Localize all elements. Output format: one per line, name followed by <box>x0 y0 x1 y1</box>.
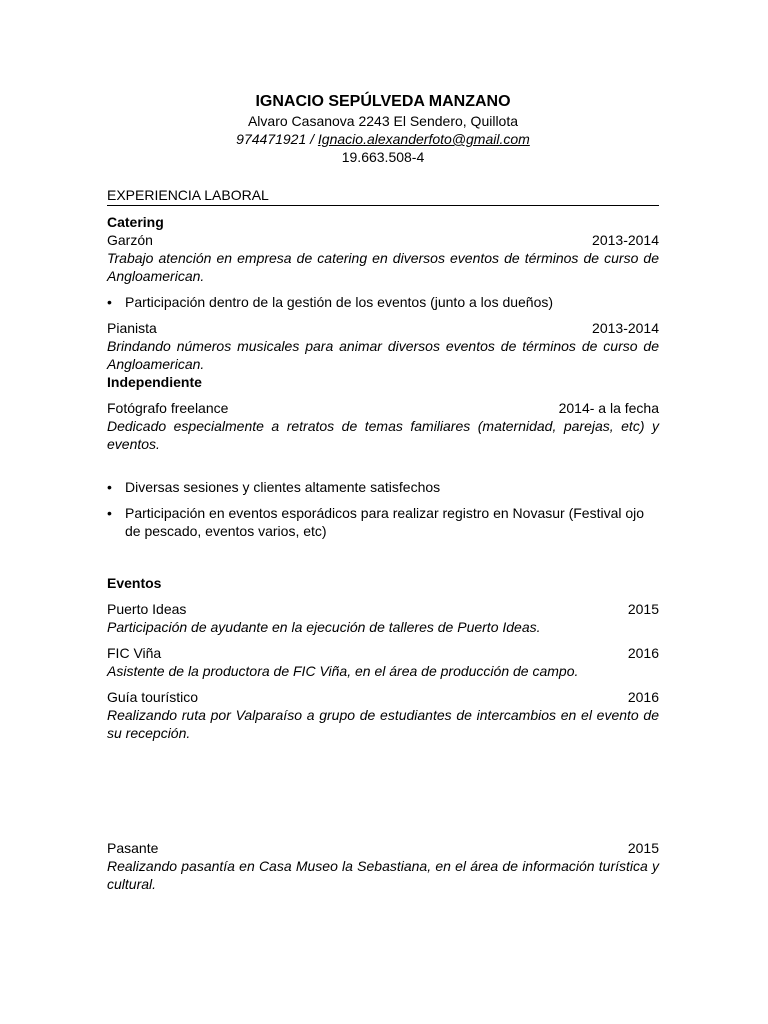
job-date: 2015 <box>627 840 659 856</box>
section-title-experiencia: EXPERIENCIA LABORAL <box>107 186 659 206</box>
candidate-address: Alvaro Casanova 2243 El Sendero, Quillota <box>247 113 519 129</box>
group-independiente <box>107 373 659 540</box>
job-role: Pasante <box>107 840 159 856</box>
group-eventos <box>107 574 659 742</box>
bullet-item: • Participación en eventos esporádicos para realizar registro en Novasur (Festival ojo de pescado, eventos varios, etc) <box>107 504 659 540</box>
candidate-name: IGNACIO SEPÚLVEDA MANZANO <box>255 93 511 110</box>
bullet-item: • Diversas sesiones y clientes altamente satisfechos <box>107 478 659 496</box>
event-description: Realizando ruta por Valparaíso a grupo de estudiantes de intercambios en el evento de su recepción. <box>107 707 659 741</box>
event-description: Participación de ayudante en la ejecución de talleres de Puerto Ideas. <box>107 619 541 635</box>
group-title-eventos: Eventos <box>107 575 162 591</box>
job-row-pianista <box>107 319 659 337</box>
event-role: Guía tourístico <box>107 689 199 705</box>
group-title-catering: Catering <box>107 214 164 230</box>
job-date: 2013-2014 <box>592 320 659 336</box>
job-date: 2014- a la fecha <box>558 400 659 416</box>
event-row-puerto-ideas <box>107 600 659 618</box>
candidate-phone: 974471921 <box>236 131 307 147</box>
resume-header <box>107 92 659 166</box>
job-description: Dedicado especialmente a retratos de temas familiares (maternidad, parejas, etc) y eventos. <box>107 418 659 452</box>
job-description: Trabajo atención en empresa de catering en diversos eventos de términos de curso de Angloamerican. <box>107 250 659 284</box>
job-description: Brindando números musicales para animar diversos eventos de términos de curso de Angloamerican. <box>107 338 659 372</box>
group-title-independiente: Independiente <box>107 374 202 390</box>
job-role: Garzón <box>107 232 153 248</box>
contact-line <box>107 130 659 148</box>
bullet-item: • Participación dentro de la gestión de los eventos (junto a los dueños) <box>107 293 659 311</box>
job-row-garzon <box>107 231 659 249</box>
job-description: Realizando pasantía en Casa Museo la Sebastiana, en el área de información turística y cultural. <box>107 858 659 892</box>
event-description: Asistente de la productora de FIC Viña, en el área de producción de campo. <box>107 663 579 679</box>
job-role: Pianista <box>107 320 157 336</box>
job-bullets <box>107 478 659 540</box>
job-row-fotografo <box>107 399 659 417</box>
contact-separator: / <box>306 131 318 147</box>
event-row-fic-vina <box>107 644 659 662</box>
job-bullets <box>107 293 659 311</box>
event-role: Puerto Ideas <box>107 601 187 617</box>
event-row-guia <box>107 688 659 706</box>
event-date: 2016 <box>627 645 659 661</box>
resume-page <box>107 92 659 893</box>
event-date: 2016 <box>627 689 659 705</box>
event-date: 2015 <box>627 601 659 617</box>
candidate-email-link[interactable]: Ignacio.alexanderfoto@gmail.com <box>317 131 530 147</box>
group-catering <box>107 213 659 373</box>
job-date: 2013-2014 <box>592 232 659 248</box>
candidate-rut: 19.663.508-4 <box>341 149 425 165</box>
job-role: Fotógrafo freelance <box>107 400 229 416</box>
event-role: FIC Viña <box>107 645 162 661</box>
job-row-pasante <box>107 839 659 857</box>
group-pasante <box>107 839 659 893</box>
